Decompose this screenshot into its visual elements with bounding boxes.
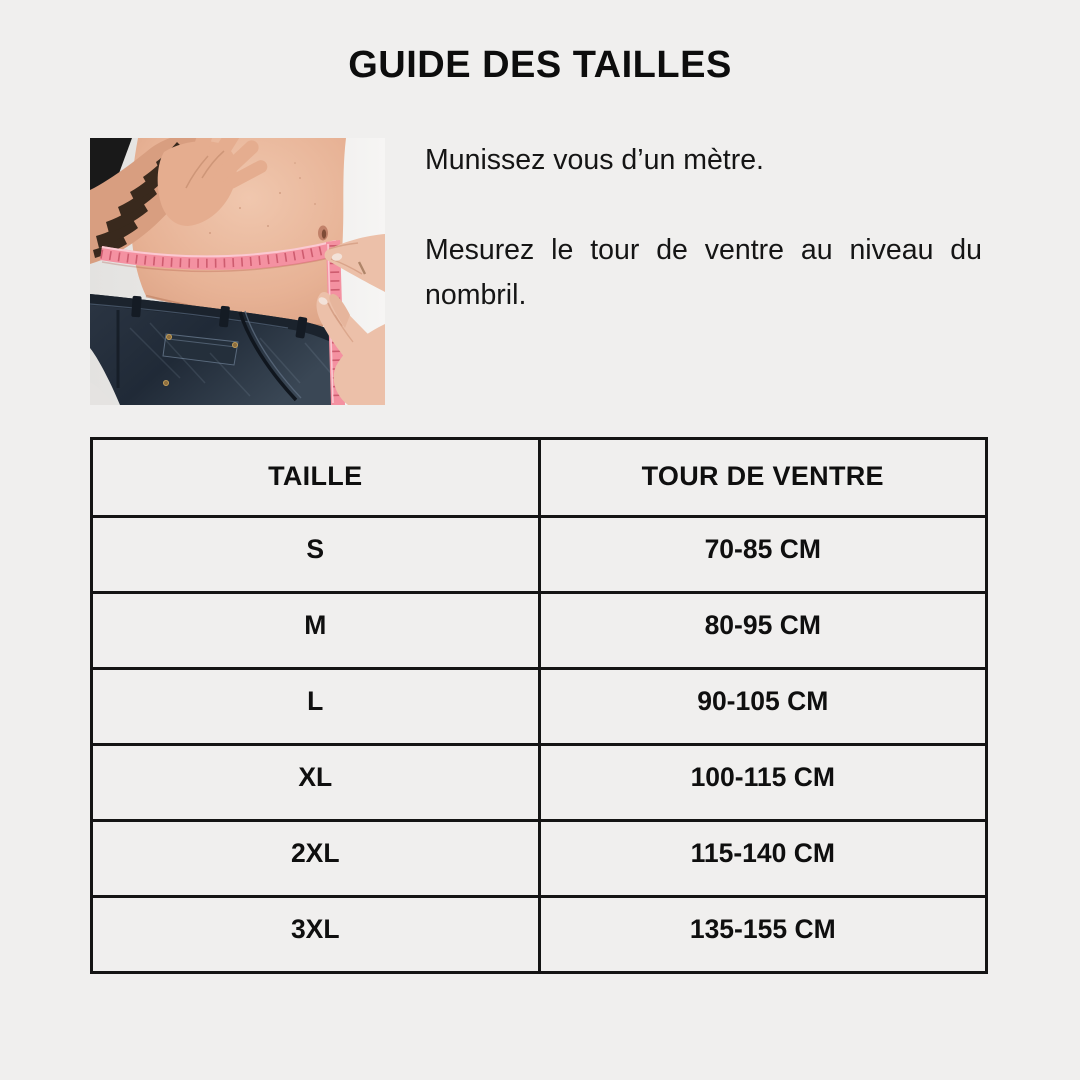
size-cell: XL [92, 745, 540, 821]
instruction-line-2: Mesurez le tour de ventre au niveau du nombril. [425, 234, 982, 311]
table-row [92, 821, 987, 897]
column-header-tour-de-ventre: TOUR DE VENTRE [539, 439, 987, 517]
waist-cell: 80-95 CM [539, 593, 987, 669]
waist-cell: 115-140 CM [539, 821, 987, 897]
intro-section [90, 138, 982, 405]
table-row [92, 517, 987, 593]
waist-measurement-illustration [90, 138, 385, 405]
waist-measurement-photo [90, 138, 385, 405]
size-cell: M [92, 593, 540, 669]
table-header-row [92, 439, 987, 517]
waist-cell: 70-85 CM [539, 517, 987, 593]
instruction-line-1: Munissez vous d’un mètre. [425, 144, 764, 176]
size-cell: 3XL [92, 897, 540, 973]
column-header-taille: TAILLE [92, 439, 540, 517]
waist-cell: 135-155 CM [539, 897, 987, 973]
size-table [90, 437, 988, 974]
instructions-text [425, 138, 982, 405]
table-row [92, 593, 987, 669]
table-row [92, 745, 987, 821]
size-cell: L [92, 669, 540, 745]
size-cell: S [92, 517, 540, 593]
waist-cell: 90-105 CM [539, 669, 987, 745]
page-title: GUIDE DES TAILLES [348, 44, 732, 86]
size-cell: 2XL [92, 821, 540, 897]
waist-cell: 100-115 CM [539, 745, 987, 821]
table-row [92, 897, 987, 973]
table-row [92, 669, 987, 745]
